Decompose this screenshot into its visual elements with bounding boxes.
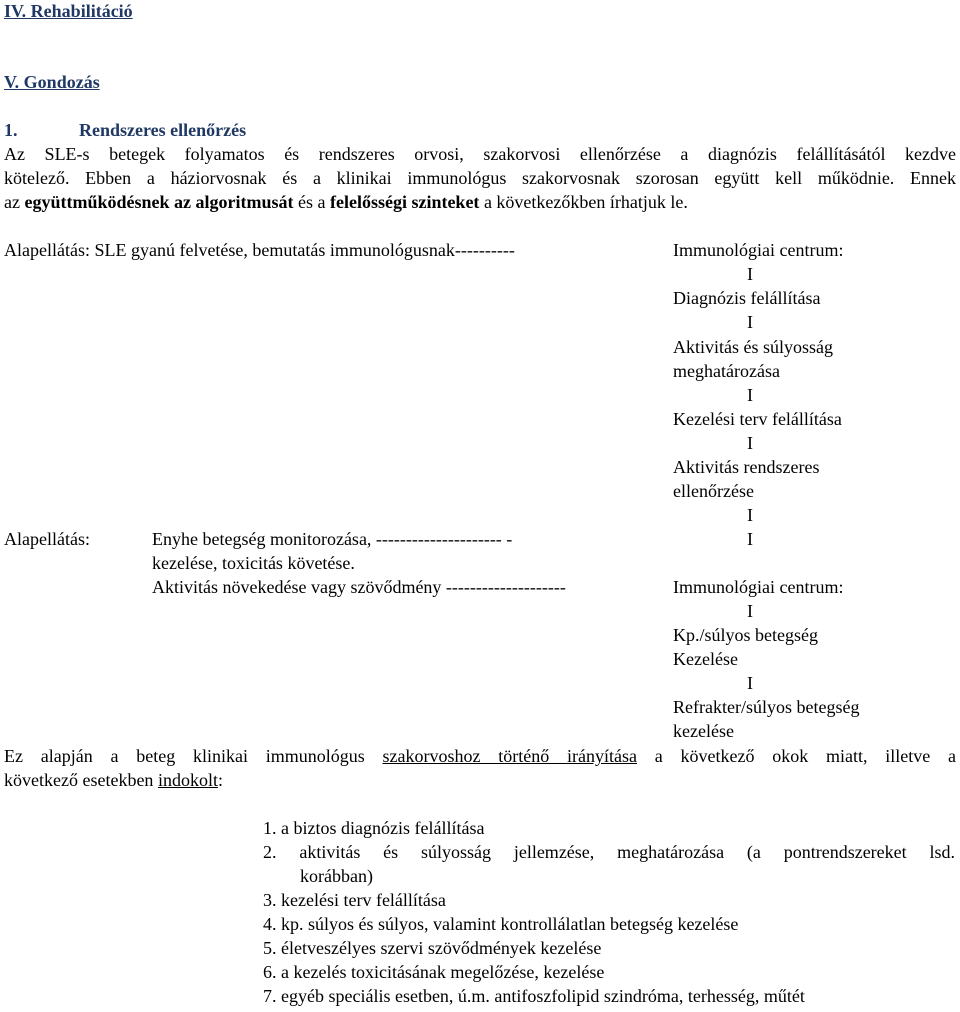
intro-text: a következőkben írhatjuk le. <box>479 192 688 212</box>
list-item: 7. egyéb speciális esetben, ú.m. antifoszfolipid szindróma, terhesség, műtét <box>263 986 805 1006</box>
flow-separator: I <box>747 312 753 332</box>
mild-disease-monitoring-cont: kezelése, toxicitás követése. <box>152 553 355 573</box>
flow-separator: I <box>747 433 753 453</box>
flow-separator: I <box>747 264 753 284</box>
activity-severity-step: Aktivitás és súlyosság <box>673 337 833 357</box>
activity-increase-line: Aktivitás növekedése vagy szövődmény -------------------- <box>152 577 566 597</box>
immunology-centre-label: Immunológiai centrum: <box>673 240 844 260</box>
intro-text: az <box>4 192 25 212</box>
intro-line-3 <box>4 191 688 213</box>
referral-underlined: szakorvoshoz történő irányítása <box>382 746 637 766</box>
heading-rehabilitacio: IV. Rehabilitáció <box>4 1 133 21</box>
intro-line-1: Az SLE-s betegek folyamatos és rendszeres orvosi, szakorvosi ellenőrzése a diagnózis felállításától kezdve <box>4 144 956 164</box>
immunology-centre-label-2: Immunológiai centrum: <box>673 577 844 597</box>
referral-line-1 <box>4 745 956 767</box>
heading-gondozas: V. Gondozás <box>4 72 100 92</box>
referral-indokolt: indokolt <box>157 770 218 790</box>
list-item: 2. aktivitás és súlyosság jellemzése, meghatározása (a pontrendszereket lsd. <box>263 842 955 862</box>
intro-bold-algorithm: együttműködésnek az algoritmusát <box>24 192 294 212</box>
list-item: 6. a kezelés toxicitásának megelőzése, kezelése <box>263 962 605 982</box>
flow-separator: I <box>747 385 753 405</box>
severe-disease-step-cont: Kezelése <box>673 649 738 669</box>
flow-separator: I <box>747 505 753 525</box>
primary-care-suspicion: Alapellátás: SLE gyanú felvetése, bemutatás immunológusnak---------- <box>4 240 515 260</box>
mild-disease-monitoring: Enyhe betegség monitorozása, --------------------- - <box>152 529 513 549</box>
intro-bold-levels: felelősségi szinteket <box>329 192 480 212</box>
list-item: 3. kezelési terv felállítása <box>263 890 446 910</box>
activity-control-step: Aktivitás rendszeres <box>673 457 820 477</box>
treatment-plan-step: Kezelési terv felállítása <box>673 409 842 429</box>
intro-line-2: kötelező. Ebben a háziorvosnak és a klinikai immunológus szakorvosnak szorosan együtt kell működnie. Ennek <box>4 168 956 188</box>
flow-separator: I <box>747 673 753 693</box>
flow-separator: I <box>747 601 753 621</box>
list-item-cont: korábban) <box>300 866 373 886</box>
referral-line-2 <box>4 769 223 791</box>
activity-control-step-cont: ellenőrzése <box>673 481 754 501</box>
severe-disease-step: Kp./súlyos betegség <box>673 625 818 645</box>
flow-separator: I <box>747 529 753 549</box>
list-item: 1. a biztos diagnózis felállítása <box>263 818 485 838</box>
intro-text: és a <box>293 192 330 212</box>
section-title: Rendszeres ellenőrzés <box>79 120 247 140</box>
referral-text: következő esetekben <box>4 770 158 790</box>
primary-care-label: Alapellátás: <box>4 529 90 549</box>
refractory-disease-step-cont: kezelése <box>673 721 734 741</box>
referral-text: : <box>217 770 223 790</box>
list-item: 5. életveszélyes szervi szövődmények kezelése <box>263 938 602 958</box>
referral-text: a következő okok miatt, illetve a <box>636 746 956 766</box>
section-number: 1. <box>4 120 18 140</box>
referral-text: Ez alapján a beteg klinikai immunológus <box>4 746 383 766</box>
activity-severity-step-cont: meghatározása <box>673 361 780 381</box>
refractory-disease-step: Refrakter/súlyos betegség <box>673 697 860 717</box>
diagnosis-step: Diagnózis felállítása <box>673 288 821 308</box>
list-item: 4. kp. súlyos és súlyos, valamint kontrollálatlan betegség kezelése <box>263 914 739 934</box>
